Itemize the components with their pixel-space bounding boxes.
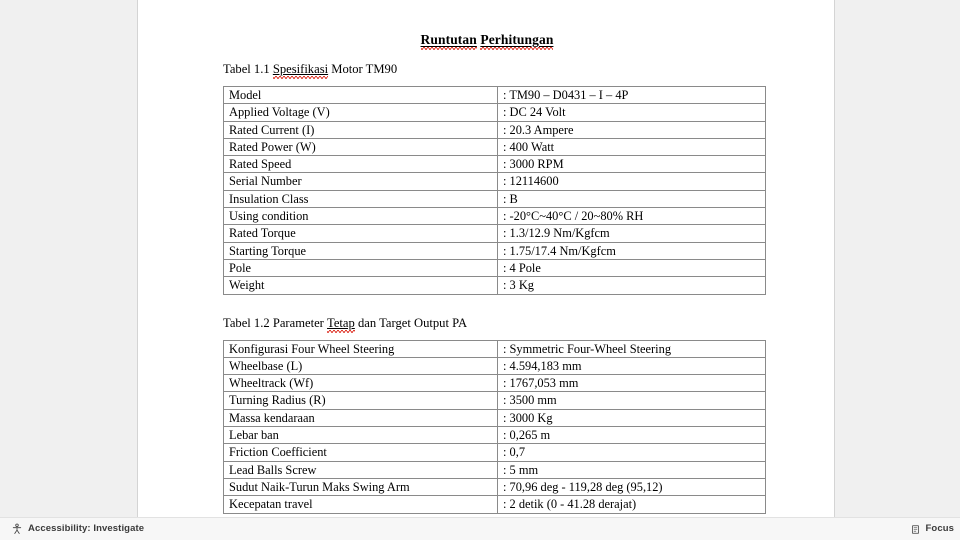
motor-specification-table[interactable] — [223, 86, 766, 295]
table-cell-label: Model — [224, 87, 498, 104]
table-1-caption-prefix: Tabel 1.1 — [223, 62, 273, 76]
table-row[interactable] — [224, 173, 766, 190]
page-title-word-1: Runtutan — [420, 32, 477, 47]
table-1-caption-suffix: Motor TM90 — [328, 62, 398, 76]
table-cell-label: Pole — [224, 259, 498, 276]
table-cell-value: : 12114600 — [498, 173, 766, 190]
table-row[interactable] — [224, 190, 766, 207]
table-cell-label: Weight — [224, 277, 498, 294]
table-cell-value: : 3000 RPM — [498, 156, 766, 173]
table-cell-value: : 4.594,183 mm — [498, 357, 766, 374]
table-row[interactable] — [224, 259, 766, 276]
table-cell-label: Lebar ban — [224, 427, 498, 444]
table-cell-value: : DC 24 Volt — [498, 104, 766, 121]
table-cell-value-text: : 1.3/12.9 Nm/Kgfcm — [503, 226, 610, 241]
page-title — [138, 0, 836, 48]
table-2-caption-suffix: dan Target Output PA — [354, 315, 468, 330]
table-row[interactable] — [224, 138, 766, 155]
table-row[interactable] — [224, 427, 766, 444]
table-cell-value: : Symmetric Four-Wheel Steering — [498, 340, 766, 357]
table-cell-label: Applied Voltage (V) — [224, 104, 498, 121]
status-bar — [0, 517, 960, 540]
table-cell-value — [498, 225, 766, 242]
table-cell-value: : 2 detik (0 - 41.28 derajat) — [498, 496, 766, 513]
accessibility-status[interactable] — [0, 523, 144, 535]
table-row[interactable] — [224, 242, 766, 259]
table-2-body — [224, 340, 766, 513]
table-cell-value: : 1767,053 mm — [498, 375, 766, 392]
document-page[interactable] — [137, 0, 835, 518]
table-row[interactable] — [224, 496, 766, 513]
table-cell-value: : 70,96 deg - 119,28 deg (95,12) — [498, 478, 766, 495]
table-cell-value: : B — [498, 190, 766, 207]
table-cell-label: Rated Torque — [224, 225, 498, 242]
table-row[interactable] — [224, 409, 766, 426]
table-2-caption — [138, 295, 836, 331]
table-cell-value: : 3 Kg — [498, 277, 766, 294]
table-cell-label: Konfigurasi Four Wheel Steering — [224, 340, 498, 357]
table-2-caption-misspelled-word: Tetap — [327, 315, 355, 330]
table-1-caption — [138, 48, 836, 77]
table-row[interactable] — [224, 121, 766, 138]
table-cell-value — [498, 242, 766, 259]
table-row[interactable] — [224, 340, 766, 357]
focus-page-icon — [910, 523, 922, 535]
table-cell-value: : -20°C~40°C / 20~80% RH — [498, 208, 766, 225]
table-cell-label: Massa kendaraan — [224, 409, 498, 426]
table-cell-value: : 3000 Kg — [498, 409, 766, 426]
accessibility-person-icon — [11, 523, 23, 535]
table-cell-value: : 0,265 m — [498, 427, 766, 444]
table-row[interactable] — [224, 375, 766, 392]
table-row[interactable] — [224, 461, 766, 478]
page-title-word-2: Perhitungan — [480, 32, 554, 47]
table-row[interactable] — [224, 357, 766, 374]
focus-mode-label: Focus — [925, 523, 954, 535]
table-cell-label: Starting Torque — [224, 242, 498, 259]
table-row[interactable] — [224, 392, 766, 409]
table-cell-value: : 20.3 Ampere — [498, 121, 766, 138]
vehicle-parameter-table[interactable] — [223, 340, 766, 514]
table-row[interactable] — [224, 156, 766, 173]
accessibility-status-label: Accessibility: Investigate — [28, 523, 145, 535]
table-cell-label: Using condition — [224, 208, 498, 225]
table-row[interactable] — [224, 444, 766, 461]
table-cell-value: : 4 Pole — [498, 259, 766, 276]
table-row[interactable] — [224, 225, 766, 242]
table-cell-label: Wheelbase (L) — [224, 357, 498, 374]
table-cell-value: : TM90 – D0431 – I – 4P — [498, 87, 766, 104]
table-cell-label: Wheeltrack (Wf) — [224, 375, 498, 392]
table-2-caption-prefix: Tabel 1.2 Parameter — [223, 315, 328, 330]
table-cell-label: Rated Current (I) — [224, 121, 498, 138]
table-cell-label: Rated Power (W) — [224, 138, 498, 155]
table-row[interactable] — [224, 478, 766, 495]
table-cell-label: Kecepatan travel — [224, 496, 498, 513]
table-cell-value: : 3500 mm — [498, 392, 766, 409]
table-cell-label: Friction Coefficient — [224, 444, 498, 461]
table-cell-label: Sudut Naik-Turun Maks Swing Arm — [224, 478, 498, 495]
table-cell-value: : 400 Watt — [498, 138, 766, 155]
table-cell-label: Insulation Class — [224, 190, 498, 207]
table-cell-value: : 0,7 — [498, 444, 766, 461]
focus-mode-button[interactable] — [910, 523, 960, 535]
table-1-body — [224, 87, 766, 295]
table-cell-label: Lead Balls Screw — [224, 461, 498, 478]
table-row[interactable] — [224, 208, 766, 225]
table-row[interactable] — [224, 277, 766, 294]
page-content — [138, 0, 836, 514]
table-cell-label: Rated Speed — [224, 156, 498, 173]
table-cell-label: Turning Radius (R) — [224, 392, 498, 409]
table-row[interactable] — [224, 87, 766, 104]
table-cell-label: Serial Number — [224, 173, 498, 190]
table-cell-value-text: : 1.75/17.4 Nm/Kgfcm — [503, 243, 616, 258]
table-row[interactable] — [224, 104, 766, 121]
table-1-caption-misspelled-word: Spesifikasi — [272, 62, 329, 76]
table-cell-value: : 5 mm — [498, 461, 766, 478]
